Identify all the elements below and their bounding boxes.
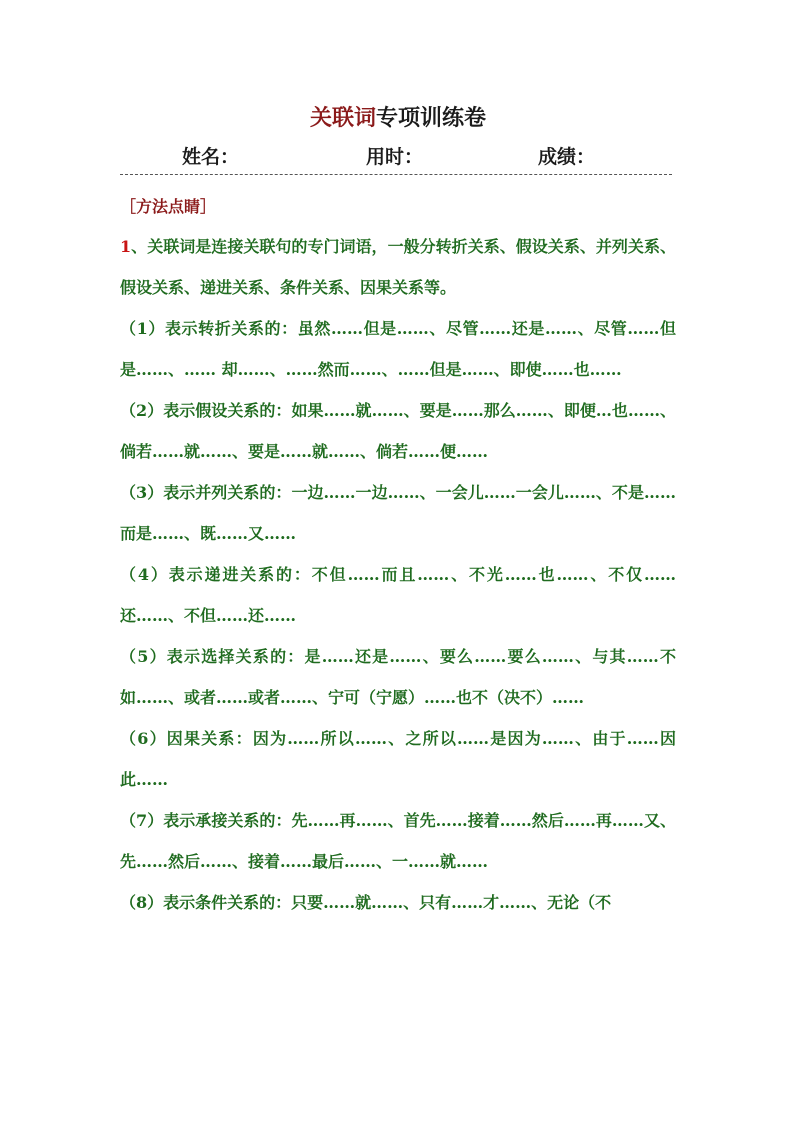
time-label: 用时： [366,146,424,168]
intro-paragraph [120,226,676,308]
dashed-divider [120,174,672,175]
section-heading: ［方法点睛］ [120,197,217,216]
title-rest: 专项训练卷 [376,105,487,131]
paragraph-causal: （6）因果关系：因为……所以……、之所以……是因为……、由于……因此…… [120,729,676,789]
name-label: 姓名： [182,146,240,168]
document-page [120,100,676,923]
paragraph-turning: （1）表示转折关系的：虽然……但是……、尽管……还是……、尽管……但是……、…… 却……、……然而……、……但是……、即使……也…… [120,319,676,379]
intro-number: 1 [120,237,132,256]
paragraph-condition: （8）表示条件关系的：只要……就……、只有……才……、无论（不 [120,893,612,912]
intro-text: 、关联词是连接关联句的专门词语，一般分转折关系、假设关系、并列关系、假设关系、递进关系、条件关系、因果关系等。 [120,237,676,297]
paragraph-progressive: （4）表示递进关系的：不但……而且……、不光……也……、不仅……还……、不但……还…… [120,565,676,625]
paragraph-choice: （5）表示选择关系的：是……还是……、要么……要么……、与其……不如……、或者……或者……、宁可（宁愿）……也不（决不）…… [120,647,676,707]
title-highlight: 关联词 [309,105,376,131]
info-row [120,136,676,172]
paragraph-succession: （7）表示承接关系的：先……再……、首先……接着……然后……再……又、先……然后……、接着……最后……、一……就…… [120,811,676,871]
paragraph-hypothesis: （2）表示假设关系的：如果……就……、要是……那么……、即便…也……、倘若……就……、要是……就……、倘若……便…… [120,401,676,461]
score-label: 成绩： [538,146,596,168]
paragraph-parallel: （3）表示并列关系的：一边……一边……、一会儿……一会儿……、不是……而是……、既……又…… [120,483,676,543]
page-title [120,100,676,136]
